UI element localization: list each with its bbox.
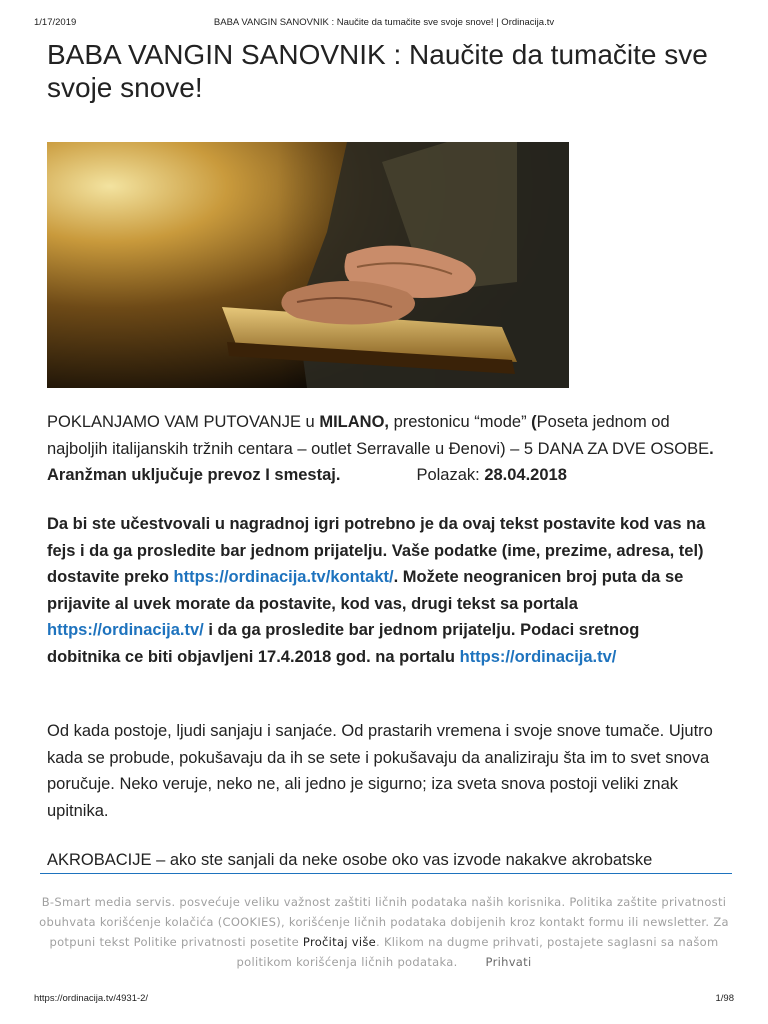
promo-text: Poseta jednom od najboljih italijanskih tržnih centara – outlet Serravalle u Đenovi) – 5 DANA ZA DVE OSOBE [47, 413, 710, 458]
print-footer [34, 993, 734, 1007]
contest-text: . Možete neogranicen broj puta da se prijavite al uvek morate da postavite, kod vas, drugi tekst sa portala [47, 568, 684, 613]
read-more-link[interactable]: Pročitaj više [302, 935, 377, 949]
promo-text-bold: ( [531, 413, 537, 431]
promo-departure-date: 28.04.2018 [484, 466, 567, 484]
print-header [34, 17, 734, 31]
print-doc-title: BABA VANGIN SANOVNIK : Naučite da tumačite sve svoje snove! | Ordinacija.tv [213, 17, 555, 28]
contest-paragraph [47, 511, 717, 670]
cookie-notice-text [30, 892, 738, 972]
article-title: BABA VANGIN SANOVNIK : Naučite da tumačite sve svoje snove! [47, 39, 708, 103]
page-number: 1/98 [715, 993, 734, 1004]
cookie-text: . Klikom na dugme prihvati, postajete saglasni sa našom politikom korišćenja ličnih podataka. [236, 935, 719, 969]
print-url: https://ordinacija.tv/4931-2/ [34, 993, 149, 1004]
promo-departure-label: Polazak: [416, 466, 485, 484]
contest-text: i da ga prosledite bar jednom prijatelju. Podaci sretnog dobitnika ce biti objavljeni 17.4.2018 god. na portalu [47, 621, 640, 666]
hero-image [47, 142, 569, 388]
portal-link[interactable]: https://ordinacija.tv/ [459, 647, 617, 666]
intro-paragraph: Od kada postoje, ljudi sanjaju i sanjaće. Od prastarih vremena i svoje snove tumače. Ujutro kada se probude, pokušavaju da ih se sete i pokušavaju da analiziraju šta im to svet snova poručuje. Neko veruje, neko ne, ali jedno je sigurno; iza sveta snova postoji veliki znak upitnika. [47, 722, 713, 820]
contact-link[interactable]: https://ordinacija.tv/kontakt/ [173, 568, 394, 586]
promo-text: prestonicu “mode” [389, 413, 532, 431]
promo-paragraph [47, 409, 727, 489]
promo-arrangement: . Aranžman uključuje prevoz I smestaj. [47, 439, 714, 484]
promo-text: POKLANJAMO VAM PUTOVANJE u [47, 413, 320, 431]
contest-text: Da bi ste učestvovali u nagradnoj igri potrebno je da ovaj tekst postavite kod vas na fejs i da ga prosledite bar jednom prijatelju. Vaše podatke (ime, prezime, adresa, tel) dostavite preko [47, 515, 706, 586]
portal-link[interactable]: https://ordinacija.tv/ [47, 621, 204, 639]
accept-button[interactable]: Prihvati [485, 955, 532, 969]
promo-city: MILANO, [319, 413, 389, 431]
print-date: 1/17/2019 [34, 17, 77, 28]
dream-entry: AKROBACIJE – ako ste sanjali da neke osobe oko vas izvode nakakve akrobatske [47, 851, 653, 869]
cookie-notice [0, 874, 768, 984]
cookie-text: B-Smart media servis. posvećuje veliku važnost zaštiti ličnih podataka naših korisnika. Politika zaštite privatnosti obuhvata korišćenje kolačića (COOKIES), korišćenje ličnih podataka dobijenih kroz kontakt formu ili newsletter. Za potpuni tekst Politike privatnosti posetite [39, 895, 729, 949]
